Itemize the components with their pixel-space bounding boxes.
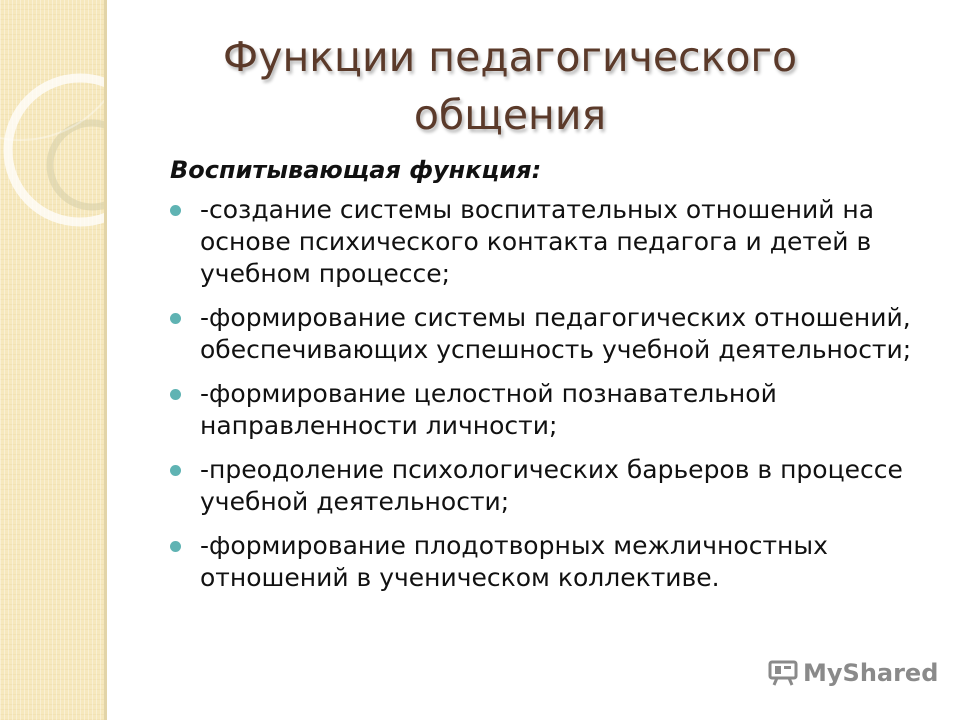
decorative-ring-small <box>50 123 106 207</box>
slide-title <box>170 28 850 144</box>
slide-subtitle: Воспитывающая функция: <box>170 156 542 184</box>
myshared-watermark[interactable] <box>768 659 938 687</box>
slide-title-line-1: Функции педагогического <box>222 33 798 81</box>
bullet-text: -формирование плодотворных межличностных отношений в ученическом коллективе. <box>200 531 828 592</box>
bullet-text: -формирование системы педагогических отношений, обеспечивающих успешность учебной деятельности; <box>200 303 912 364</box>
bullet-item <box>170 302 930 366</box>
bullet-item <box>170 530 930 594</box>
slide-title-line-2: общения <box>413 91 607 139</box>
bullet-item <box>170 194 930 290</box>
side-band-divider <box>104 0 107 720</box>
decorative-side-band <box>0 0 106 720</box>
bullet-text: -формирование целостной познавательной направленности личности; <box>200 379 777 440</box>
bullet-dot-icon <box>170 541 181 552</box>
bullet-list <box>170 194 930 606</box>
bullet-item <box>170 454 930 518</box>
bullet-item <box>170 378 930 442</box>
bullet-dot-icon <box>170 313 181 324</box>
bullet-text: -создание системы воспитательных отношений на основе психического контакта педагога и детей в учебном процессе; <box>200 195 875 288</box>
bullet-dot-icon <box>170 205 181 216</box>
projector-screen-icon <box>768 660 798 686</box>
bullet-text: -преодоление психологических барьеров в процессе учебной деятельности; <box>200 455 903 516</box>
decorative-ring-large <box>8 78 106 222</box>
bullet-dot-icon <box>170 389 181 400</box>
decorative-circles <box>0 0 106 720</box>
watermark-text: MyShared <box>803 659 939 687</box>
bullet-dot-icon <box>170 465 181 476</box>
